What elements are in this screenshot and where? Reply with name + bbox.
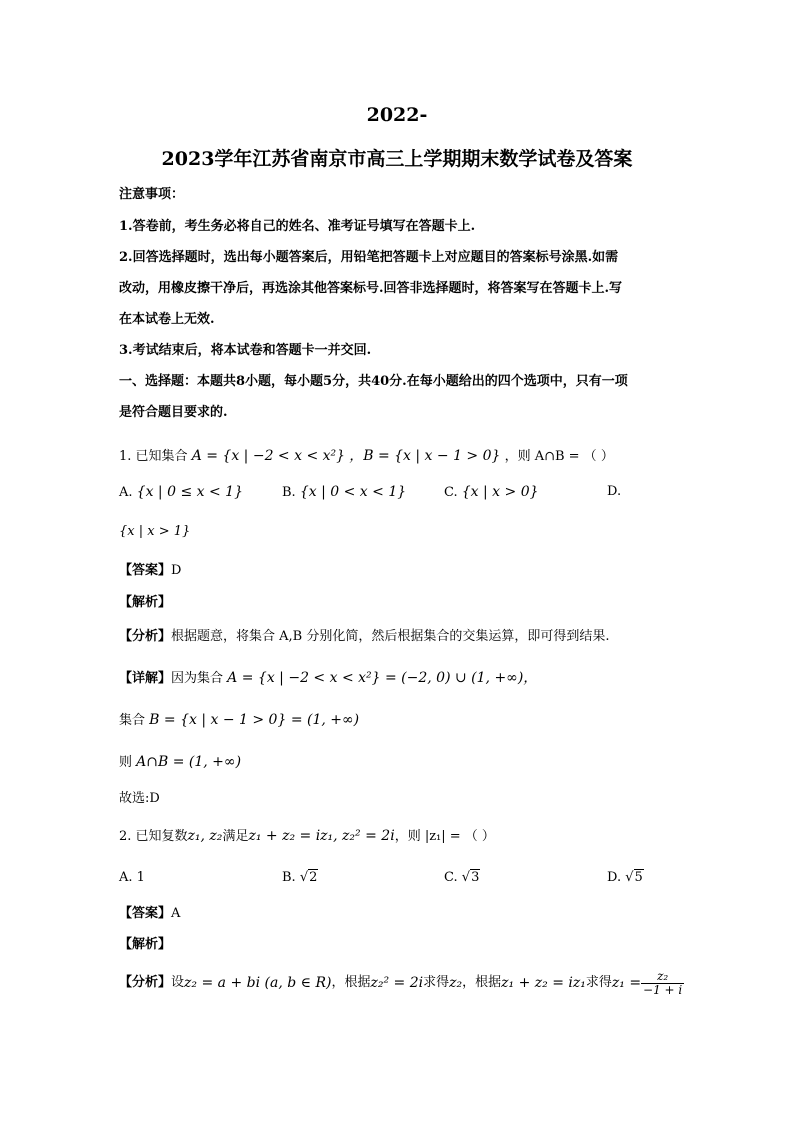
q2-fenxi-eq4: z₁ + z₂ = iz₁ [501,975,586,991]
q2-answer-tag: 【答案】 [119,906,172,921]
q2-fenxi-e: 求得 [585,975,612,990]
sqrt-symbol: √2 [299,870,318,885]
q1-answer-value: D [171,563,182,578]
q2-condition: z₁ + z₂ = iz₁, z₂² = 2i [248,828,395,844]
q1-line-b-prefix: 集合 [119,713,146,728]
q1-xiangjie-eq: A = {x | −2 < x < x²} = (−2, 0) ∪ (1, +∞)， [227,670,538,686]
q2-option-a-label: A. [119,870,133,885]
q1-analysis-tag: 【解析】 [119,595,172,610]
q1-line-b-eq: B = {x | x − 1 > 0} = (1, +∞) [149,712,360,728]
q1-xiangjie [119,670,537,687]
q1-option-d-text: {x | x > 1} [119,524,191,539]
q2-option-c-label: C. [444,870,458,885]
q1-option-c-text: {x | x > 0} [461,484,539,500]
q1-line-ab-prefix: 则 [119,755,133,770]
note-3: 3.考试结束后，将本试卷和答题卡一并交回. [119,343,372,358]
q2-fenxi-a: 设 [171,975,185,990]
q1-option-d-label: D. [607,484,622,499]
section-heading-line-1: 一、选择题：本题共8小题，每小题5分，共40分.在每小题给出的四个选项中，只有一项 [119,374,628,389]
q2-fenxi-eq3: z₂ [449,975,463,991]
q2-stem-prefix: 2. 已知复数 [119,829,188,844]
q1-fenxi [119,629,610,645]
q2-option-d-label: D. [607,870,622,885]
q2-fenxi-eq2: z₂² = 2i [370,975,424,991]
q2-fenxi-b: ，根据 [331,975,371,990]
q2-option-b [282,870,318,886]
q2-option-a [119,870,145,886]
note-2-line-2: 改动，用橡皮擦干净后，再选涂其他答案标号.回答非选择题时，将答案写在答题卡上.写 [119,281,623,296]
q2-stem-suffix: ，则 |z₁| = （ ） [394,829,495,844]
q1-option-a [119,484,243,501]
q2-fenxi-eq5: z₁ = [611,975,642,991]
sqrt-symbol: √5 [625,870,643,885]
q1-line-ab [119,754,241,771]
q2-option-d [607,870,644,886]
q1-option-b-text: {x | 0 < x < 1} [299,484,407,500]
q1-set-b: ，B = {x | x − 1 > 0} [349,448,501,464]
q1-option-b-label: B. [282,485,296,500]
q2-analysis-tag: 【解析】 [119,937,172,952]
sqrt-symbol: √3 [461,870,480,885]
q1-fenxi-tag: 【分析】 [119,629,172,644]
q1-option-b [282,484,406,501]
q2-option-b-label: B. [282,870,296,885]
q1-choose: 故选:D [119,791,160,806]
q2-answer [119,906,180,922]
q2-option-c-text: 3 [471,870,480,885]
q1-xiangjie-tag: 【详解】 [119,671,172,686]
q1-answer-tag: 【答案】 [119,563,172,578]
q1-line-ab-eq: A∩B = (1, +∞) [136,754,242,770]
q2-option-c [444,870,480,886]
note-1: 1.答卷前，考生务必将自己的姓名、准考证号填写在答题卡上. [119,219,476,234]
q2-answer-value: A [171,906,181,921]
q2-fenxi-eq1: z₂ = a + bi (a, b ∈ R) [184,975,332,991]
note-2-line-3: 在本试卷上无效. [119,312,215,327]
q1-set-a: A = {x | −2 < x < x²} [191,448,346,464]
q1-option-a-text: {x | 0 ≤ x < 1} [136,484,243,500]
q1-option-c [444,484,539,501]
q1-fenxi-text: 根据题意，将集合 A,B 分别化简，然后根据集合的交集运算，即可得到结果. [171,629,610,644]
q1-line-b [119,712,359,729]
q2-fenxi [119,966,684,1000]
q2-fenxi-c: 求得 [423,975,450,990]
title-line-2: 2023学年江苏省南京市高三上学期期末数学试卷及答案 [161,148,633,170]
notes-heading: 注意事项： [119,187,185,202]
q2-option-a-text: 1 [136,870,145,885]
q2-fraction-denominator: −1 + i [643,982,683,997]
q2-fenxi-tag: 【分析】 [119,975,172,990]
q2-fraction-numerator: z₂ [641,970,684,984]
q2-stem-mid: 满足 [222,829,249,844]
q2-option-b-text: 2 [309,870,318,885]
q1-option-a-label: A. [119,485,133,500]
q2-z-vars: z₁, z₂ [187,828,223,844]
q1-xiangjie-prefix: 因为集合 [171,671,224,686]
section-heading-line-2: 是符合题目要求的. [119,405,228,420]
q1-option-c-label: C. [444,485,458,500]
q1-stem-suffix: ，则 A∩B = （ ） [504,449,614,464]
title-line-1: 2022- [366,104,428,126]
q2-fenxi-d: ，根据 [462,975,502,990]
q2-option-d-text: 5 [634,870,643,885]
q2-stem [119,828,495,845]
q1-stem-prefix: 1. 已知集合 [119,449,188,464]
q1-answer [119,563,181,579]
q1-stem [119,448,614,465]
note-2-line-1: 2.回答选择题时，选出每小题答案后，用铅笔把答题卡上对应题目的答案标号涂黑.如需 [119,250,619,265]
q2-fraction [641,970,684,997]
